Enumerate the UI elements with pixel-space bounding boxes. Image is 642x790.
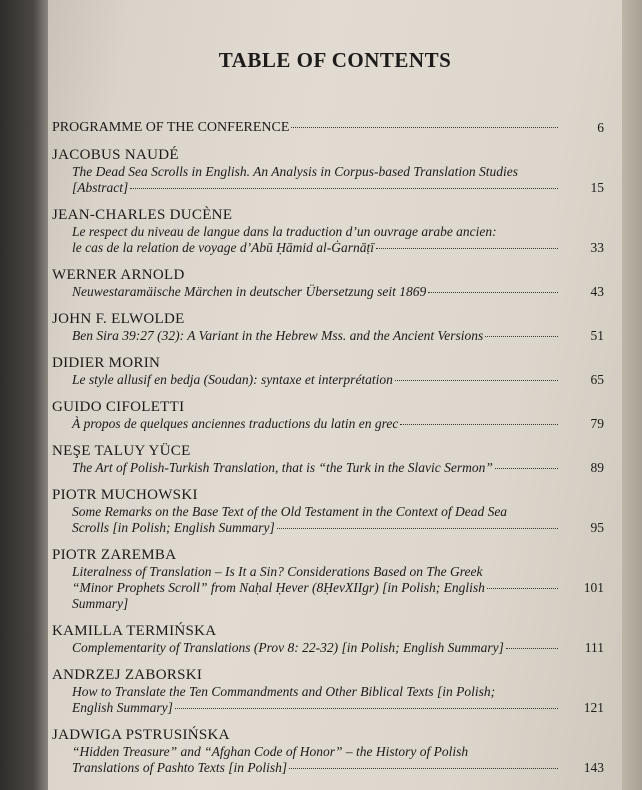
toc-title-line: Le style allusif en bedja (Soudan): syntaxe et interprétation (72, 372, 393, 387)
toc-author: DIDIER MORIN (52, 355, 161, 371)
dot-leader (376, 248, 558, 249)
page-title: TABLE OF CONTENTS (218, 48, 452, 72)
toc-page-number: 33 (590, 240, 604, 255)
toc-page-number: 43 (590, 284, 604, 299)
toc-author: JADWIGA PSTRUSIŃSKA (52, 727, 230, 743)
dot-leader (487, 588, 558, 589)
toc-title-line: Le respect du niveau de langue dans la traduction d’un ouvrage arabe ancien: (72, 224, 497, 239)
toc-page-number: 101 (583, 580, 604, 595)
toc-title-line: “Hidden Treasure” and “Afghan Code of Honor” – the History of Polish (72, 744, 469, 759)
toc-title-line: [Abstract] (72, 180, 129, 195)
toc-page-number: 65 (590, 372, 604, 387)
dot-leader (395, 380, 558, 381)
adjacent-page-edge (622, 0, 642, 790)
table-of-contents (52, 120, 604, 787)
toc-page-number: 51 (590, 328, 604, 343)
toc-page-number: 15 (590, 180, 604, 195)
toc-title-line: How to Translate the Ten Commandments and Other Biblical Texts [in Polish; (72, 684, 496, 699)
toc-entry (52, 355, 604, 388)
toc-entry (52, 267, 604, 300)
toc-title-line: Complementarity of Translations (Prov 8: 22-32) [in Polish; English Summary] (72, 640, 504, 655)
toc-title-line: Neuwestaramäische Märchen in deutscher Übersetzung seit 1869 (72, 284, 427, 299)
dot-leader (291, 127, 558, 128)
toc-title-line: le cas de la relation de voyage d’Abū Ḥāmid al-Ġarnāṭī (72, 240, 375, 255)
toc-page-number: 143 (583, 760, 604, 775)
toc-page-number: 89 (590, 460, 604, 475)
toc-title-line: The Dead Sea Scrolls in English. An Analysis in Corpus-based Translation Studies (72, 164, 519, 179)
dot-leader (130, 188, 558, 189)
toc-author: PIOTR MUCHOWSKI (52, 487, 198, 503)
toc-title-line: Literalness of Translation – Is It a Sin? Considerations Based on The Greek (72, 564, 483, 579)
toc-title-line: PROGRAMME OF THE CONFERENCE (52, 120, 290, 135)
toc-author: ANDRZEJ ZABORSKI (52, 667, 203, 683)
book-spine-shadow (0, 0, 48, 790)
toc-entry (52, 727, 604, 776)
document-page (48, 0, 622, 790)
toc-author: JEAN-CHARLES DUCÈNE (52, 207, 233, 223)
toc-author: JOHN F. ELWOLDE (52, 311, 185, 327)
dot-leader (400, 424, 558, 425)
toc-title-line: “Minor Prophets Scroll” from Naḥal Ḥever (8ḤevXIIgr) [in Polish; English (72, 580, 485, 595)
toc-title-line: À propos de quelques anciennes traductions du latin en grec (72, 416, 399, 431)
toc-page-number: 79 (590, 416, 604, 431)
toc-title-line: Translations of Pashto Texts [in Polish] (72, 760, 288, 775)
toc-author: NEŞE TALUY YÜCE (52, 443, 191, 459)
toc-author: KAMILLA TERMIŃSKA (52, 623, 217, 639)
toc-page-number: 121 (583, 700, 604, 715)
dot-leader (277, 528, 558, 529)
dot-leader (428, 292, 558, 293)
toc-title-line: Scrolls [in Polish; English Summary] (72, 520, 275, 535)
toc-entry (52, 399, 604, 432)
toc-entry (52, 147, 604, 196)
toc-entry (52, 120, 604, 136)
toc-author: GUIDO CIFOLETTI (52, 399, 185, 415)
toc-entry (52, 207, 604, 256)
toc-entry (52, 487, 604, 536)
dot-leader (495, 468, 558, 469)
toc-entry (52, 443, 604, 476)
toc-title-line: Summary] (72, 596, 129, 611)
toc-entry (52, 667, 604, 716)
dot-leader (485, 336, 558, 337)
toc-title-line: English Summary] (72, 700, 173, 715)
toc-entry (52, 311, 604, 344)
dot-leader (506, 648, 558, 649)
toc-title-line: The Art of Polish-Turkish Translation, that is “the Turk in the Slavic Sermon” (72, 460, 493, 475)
toc-page-number: 6 (597, 120, 604, 135)
toc-page-number: 111 (584, 640, 604, 655)
dot-leader (289, 768, 558, 769)
toc-entry (52, 623, 604, 656)
toc-title-line: Ben Sira 39:27 (32): A Variant in the Hebrew Mss. and the Ancient Versions (72, 328, 484, 343)
toc-author: JACOBUS NAUDÉ (52, 147, 179, 163)
dot-leader (175, 708, 558, 709)
toc-title-line: Some Remarks on the Base Text of the Old Testament in the Context of Dead Sea (72, 504, 508, 519)
toc-page-number: 95 (590, 520, 604, 535)
toc-author: PIOTR ZAREMBA (52, 547, 177, 563)
toc-author: WERNER ARNOLD (52, 267, 185, 283)
toc-entry (52, 547, 604, 612)
